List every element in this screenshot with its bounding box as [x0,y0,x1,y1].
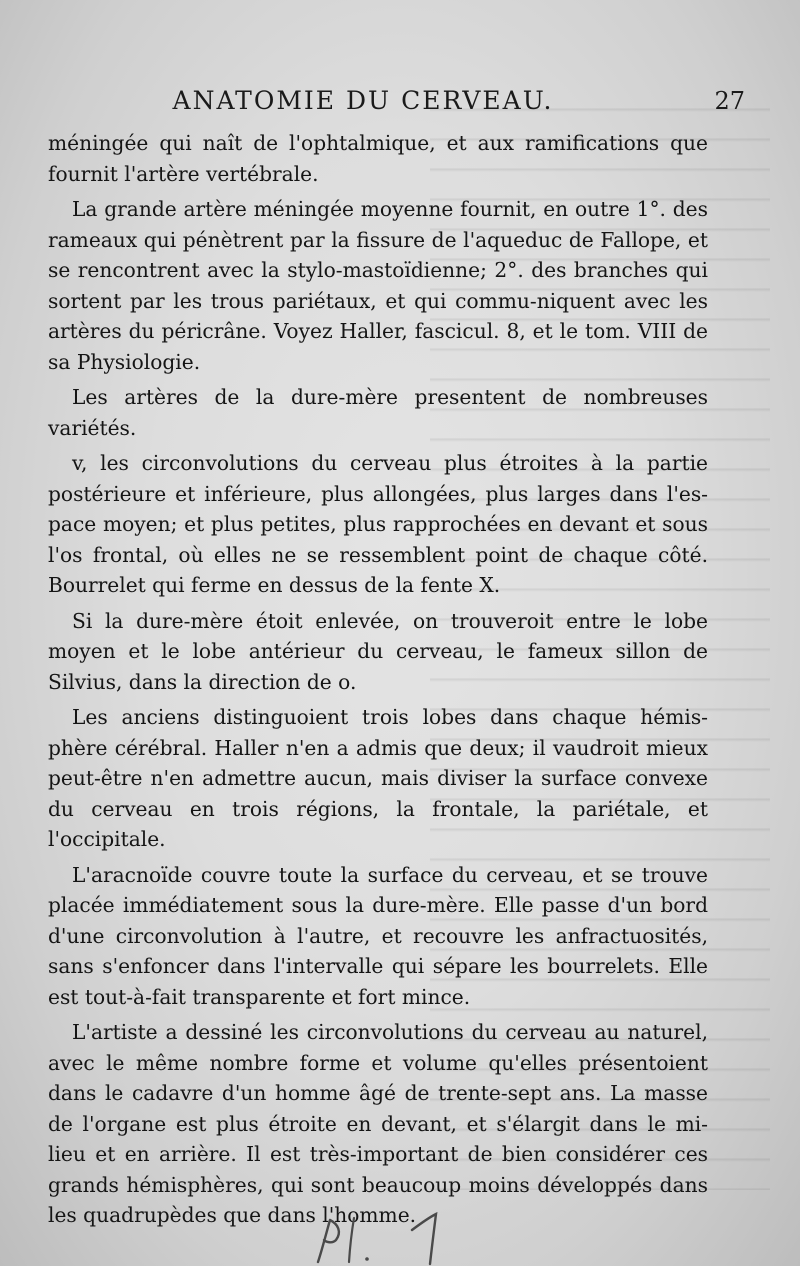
page-number: 27 [714,87,745,115]
page-header [48,84,760,124]
paragraph-4: v, les circonvolutions du cerveau plus étroites à la partie postérieure et inférieure, plus allongées, plus larges dans l'es-pace moyen; et plus petites, plus rapprochées en devant et sous l'os frontal, où elles ne se ressemblent point de chaque côté. Bourrelet qui ferme en dessus de la fente X. [48,451,708,597]
paragraph-7: L'aracnoïde couvre toute la surface du cerveau, et se trouve placée immédiatement sous la dure-mère. Elle passe d'un bord d'une circonvolution à l'autre, et recouvre les anfractuosités, sans s'enfoncer dans l'intervalle qui sépare les bourrelets. Elle est tout-à-fait transparente et fort mince. [48,862,708,1009]
paragraph-6: Les anciens distinguoient trois lobes dans chaque hémis-phère cérébral. Haller n'en a admis que deux; il vaudroit mieux peut-être n'en admettre aucun, mais diviser la surface convexe du cerveau en trois régions, la frontale, la pariétale, et l'occipitale. [48,705,708,851]
handwritten-plate-note [300,1212,470,1266]
paragraph-2: La grande artère méningée moyenne fournit, en outre 1°. des rameaux qui pénètrent par la fissure de l'aqueduc de Fallope, et se rencontrent avec la stylo-mastoïdienne; 2°. des branches qui sortent par les trous pariétaux, et qui commu-niquent avec les artères du péricrâne. Voyez Haller, fascicul. 8, et le tom. VIII de sa Physiologie. [48,197,708,374]
running-title: ANATOMIE DU CERVEAU. [172,86,554,115]
paragraph-8: L'artiste a dessiné les circonvolutions du cerveau au naturel, avec le même nombre forme et volume qu'elles présentoient dans le cadavre d'un homme âgé de trente-sept ans. La masse de l'organe est plus étroite en devant, et s'élargit dans le mi-lieu et en arrière. Il est très-important de bien considérer ces grands hémisphères, qui sont beaucoup moins développés dans les quadrupèdes que dans l'homme. [48,1020,708,1227]
paragraph-5: Si la dure-mère étoit enlevée, on trouveroit entre le lobe moyen et le lobe antérieur du cerveau, le fameux sillon de Silvius, dans la direction de o. [48,608,708,694]
paragraph-1: méningée qui naît de l'ophtalmique, et aux ramifications que fournit l'artère vertébrale. [48,131,708,186]
paragraph-3: Les artères de la dure-mère presentent de nombreuses variétés. [48,385,708,440]
body-text [48,128,708,1236]
